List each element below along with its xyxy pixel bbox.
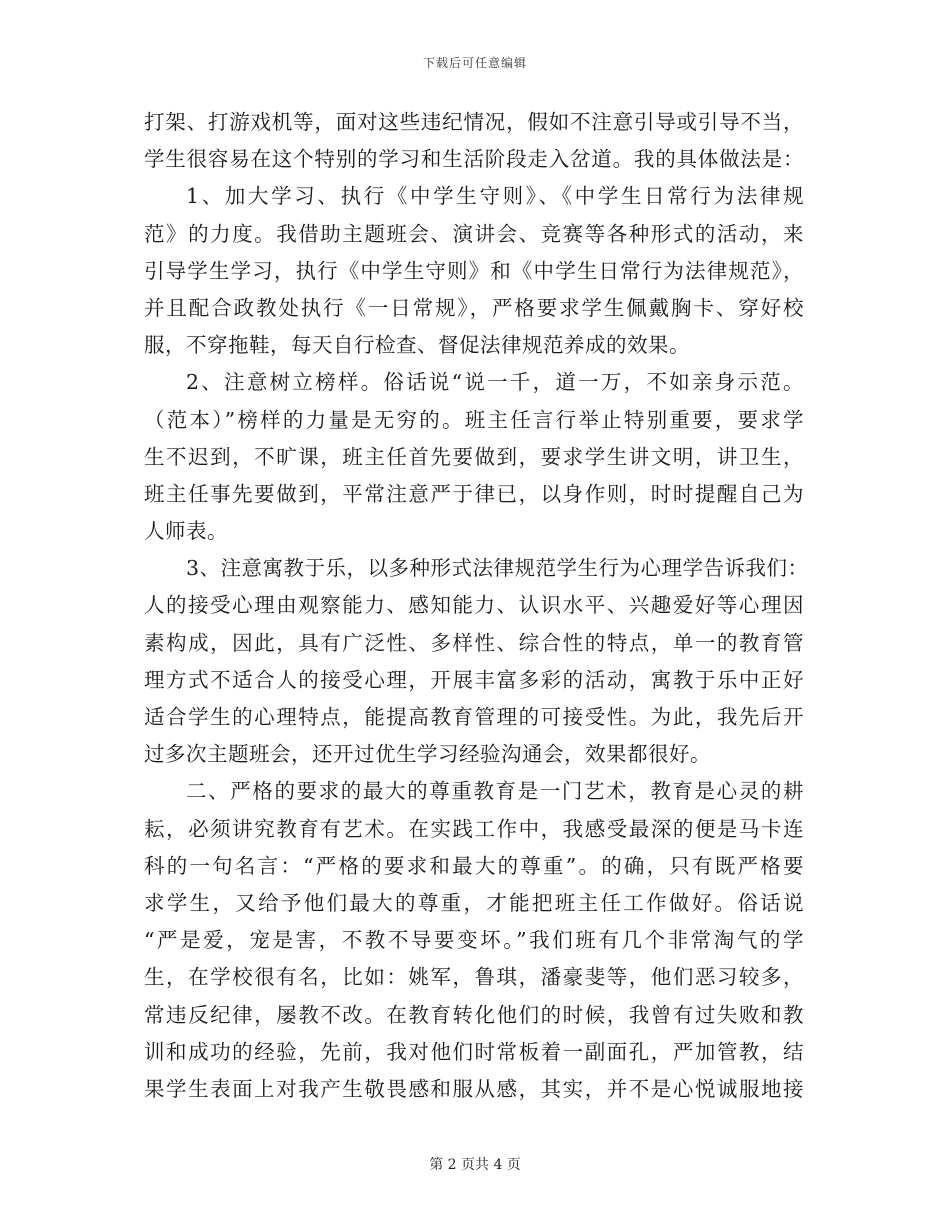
text-line: 素构成，因此，具有广泛性、多样性、综合性的特点，单一的教育管	[144, 630, 804, 655]
text-line: 二、严格的要求的最大的尊重教育是一门艺术，教育是心灵的耕	[186, 779, 804, 804]
text-line: 2、注意树立榜样。俗话说“说一千，道一万，不如亲身示范。	[186, 370, 804, 395]
text-line: 班主任事先要做到，平常注意严于律已，以身作则，时时提醒自己为	[144, 481, 804, 506]
text-line: 引导学生学习，执行《中学生守则》和《中学生日常行为法律规范》，	[144, 258, 804, 283]
text-line: 3、注意寓教于乐，以多种形式法律规范学生行为心理学告诉我们：	[186, 556, 809, 581]
text-line: 并且配合政教处执行《一日常规》，严格要求学生佩戴胸卡、穿好校	[144, 295, 804, 320]
text-line: 过多次主题班会，还开过优生学习经验沟通会，效果都很好。	[144, 742, 711, 767]
text-line: 人的接受心理由观察能力、感知能力、认识水平、兴趣爱好等心理因	[144, 593, 804, 618]
text-line: 训和成功的经验，先前，我对他们时常板着一副面孔，严加管教，结	[144, 1039, 804, 1064]
text-line: 生不迟到，不旷课，班主任首先要做到，要求学生讲文明，讲卫生，	[144, 444, 804, 469]
text-line: 打架、打游戏机等，面对这些违纪情况，假如不注意引导或引导不当，	[144, 110, 804, 134]
page-number-footer: 第 2 页共 4 页	[429, 1157, 521, 1173]
text-line: 科的一句名言：“严格的要求和最大的尊重”。的确，只有既严格要	[144, 853, 804, 878]
text-line: “严是爱，宠是害，不教不导要变坏。”我们班有几个非常淘气的学	[144, 928, 804, 953]
text-line: 范》的力度。我借助主题班会、演讲会、竞赛等各种形式的活动，来	[144, 221, 804, 246]
text-line: 1、加大学习、执行《中学生守则》、《中学生日常行为法律规	[186, 184, 804, 209]
page-header: 下载后可任意编辑	[422, 56, 527, 70]
text-line: 学生很容易在这个特别的学习和生活阶段走入岔道。我的具体做法是：	[144, 147, 804, 172]
text-line: 适合学生的心理特点，能提高教育管理的可接受性。为此，我先后开	[144, 705, 804, 729]
text-line: 服，不穿拖鞋，每天自行检查、督促法律规范养成的效果。	[144, 333, 690, 358]
document-body	[144, 104, 809, 1108]
text-line: 求学生，又给予他们最大的尊重，才能把班主任工作做好。俗话说	[144, 890, 804, 915]
text-line: 理方式不适合人的接受心理，开展丰富多彩的活动，寓教于乐中正好	[144, 667, 804, 692]
text-line: 人师表。	[144, 519, 228, 544]
text-line: 耘，必须讲究教育有艺术。在实践工作中，我感受最深的便是马卡连	[144, 816, 804, 841]
text-line: 果学生表面上对我产生敬畏感和服从感，其实，并不是心悦诚服地接	[144, 1076, 804, 1101]
text-line: （范本）”榜样的力量是无穷的。班主任言行举止特别重要，要求学	[144, 407, 804, 432]
text-line: 常违反纪律，屡教不改。在教育转化他们的时候，我曾有过失败和教	[144, 1002, 804, 1027]
text-line: 生，在学校很有名，比如：姚军，鲁琪，潘豪斐等，他们恶习较多，	[144, 965, 804, 990]
